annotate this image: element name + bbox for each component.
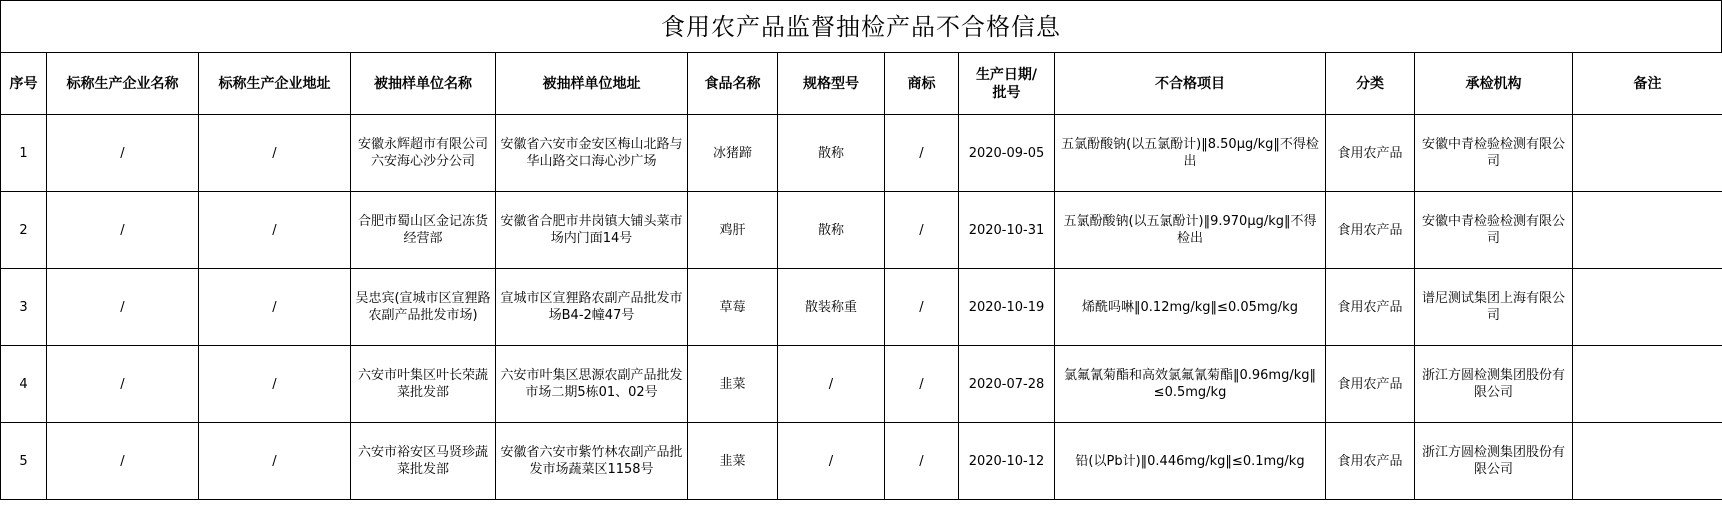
header-sampled-addr: 被抽样单位地址 — [496, 53, 688, 115]
cell-item: 氯氟氰菊酯和高效氯氟氰菊酯‖0.96mg/kg‖≤0.5mg/kg — [1055, 346, 1326, 423]
cell-category: 食用农产品 — [1326, 423, 1415, 500]
cell-sampled-name: 六安市叶集区叶长荣蔬菜批发部 — [351, 346, 496, 423]
cell-category: 食用农产品 — [1326, 192, 1415, 269]
header-sampled-name: 被抽样单位名称 — [351, 53, 496, 115]
cell-sampled-addr: 安徽省合肥市井岗镇大铺头菜市场内门面14号 — [496, 192, 688, 269]
cell-sampled-name: 合肥市蜀山区金记冻货经营部 — [351, 192, 496, 269]
cell-sampled-name: 吴忠宾(宣城市区宣狸路农副产品批发市场) — [351, 269, 496, 346]
cell-food: 韭菜 — [688, 423, 778, 500]
cell-category: 食用农产品 — [1326, 346, 1415, 423]
cell-brand: / — [885, 346, 959, 423]
cell-brand: / — [885, 423, 959, 500]
cell-remark — [1573, 423, 1722, 500]
table-row — [1, 192, 1722, 269]
cell-mfr-addr: / — [199, 269, 351, 346]
cell-lab: 浙江方圆检测集团股份有限公司 — [1415, 423, 1573, 500]
header-seq: 序号 — [1, 53, 47, 115]
cell-sampled-addr: 安徽省六安市金安区梅山北路与华山路交口海心沙广场 — [496, 115, 688, 192]
header-mfr-addr: 标称生产企业地址 — [199, 53, 351, 115]
cell-item: 铅(以Pb计)‖0.446mg/kg‖≤0.1mg/kg — [1055, 423, 1326, 500]
cell-date: 2020-10-19 — [959, 269, 1055, 346]
cell-remark — [1573, 192, 1722, 269]
header-spec: 规格型号 — [778, 53, 885, 115]
cell-seq: 5 — [1, 423, 47, 500]
cell-date: 2020-09-05 — [959, 115, 1055, 192]
cell-date: 2020-10-12 — [959, 423, 1055, 500]
cell-mfr-name: / — [47, 423, 199, 500]
cell-spec: 散称 — [778, 192, 885, 269]
table-row — [1, 423, 1722, 500]
cell-mfr-name: / — [47, 269, 199, 346]
cell-lab: 安徽中青检验检测有限公司 — [1415, 192, 1573, 269]
header-category: 分类 — [1326, 53, 1415, 115]
cell-mfr-name: / — [47, 115, 199, 192]
cell-food: 韭菜 — [688, 346, 778, 423]
cell-spec: 散装称重 — [778, 269, 885, 346]
cell-brand: / — [885, 192, 959, 269]
cell-item: 烯酰吗啉‖0.12mg/kg‖≤0.05mg/kg — [1055, 269, 1326, 346]
cell-mfr-addr: / — [199, 346, 351, 423]
cell-category: 食用农产品 — [1326, 269, 1415, 346]
table-body — [1, 115, 1722, 500]
cell-seq: 4 — [1, 346, 47, 423]
cell-remark — [1573, 269, 1722, 346]
cell-item: 五氯酚酸钠(以五氯酚计)‖8.50μg/kg‖不得检出 — [1055, 115, 1326, 192]
cell-mfr-name: / — [47, 192, 199, 269]
cell-category: 食用农产品 — [1326, 115, 1415, 192]
cell-mfr-addr: / — [199, 192, 351, 269]
document-title: 食用农产品监督抽检产品不合格信息 — [0, 0, 1722, 52]
cell-sampled-name: 六安市裕安区马贤珍蔬菜批发部 — [351, 423, 496, 500]
cell-brand: / — [885, 115, 959, 192]
cell-seq: 3 — [1, 269, 47, 346]
cell-date: 2020-10-31 — [959, 192, 1055, 269]
cell-lab: 谱尼测试集团上海有限公司 — [1415, 269, 1573, 346]
header-row — [1, 53, 1722, 115]
cell-remark — [1573, 346, 1722, 423]
header-remark: 备注 — [1573, 53, 1722, 115]
cell-mfr-name: / — [47, 346, 199, 423]
cell-spec: / — [778, 423, 885, 500]
cell-seq: 2 — [1, 192, 47, 269]
table-row — [1, 346, 1722, 423]
cell-spec: 散称 — [778, 115, 885, 192]
noncompliance-table — [0, 52, 1722, 500]
cell-food: 冰猪蹄 — [688, 115, 778, 192]
header-date-line2: 批号 — [992, 84, 1021, 101]
cell-sampled-addr: 六安市叶集区思源农副产品批发市场二期5栋01、02号 — [496, 346, 688, 423]
header-date — [959, 53, 1055, 115]
cell-date: 2020-07-28 — [959, 346, 1055, 423]
cell-spec: / — [778, 346, 885, 423]
table-row — [1, 115, 1722, 192]
cell-lab: 安徽中青检验检测有限公司 — [1415, 115, 1573, 192]
cell-seq: 1 — [1, 115, 47, 192]
header-food: 食品名称 — [688, 53, 778, 115]
header-mfr-name: 标称生产企业名称 — [47, 53, 199, 115]
cell-mfr-addr: / — [199, 423, 351, 500]
cell-lab: 浙江方圆检测集团股份有限公司 — [1415, 346, 1573, 423]
cell-mfr-addr: / — [199, 115, 351, 192]
cell-item: 五氯酚酸钠(以五氯酚计)‖9.970μg/kg‖不得检出 — [1055, 192, 1326, 269]
header-lab: 承检机构 — [1415, 53, 1573, 115]
cell-sampled-addr: 宣城市区宣狸路农副产品批发市场B4-2幢47号 — [496, 269, 688, 346]
cell-sampled-name: 安徽永辉超市有限公司六安海心沙分公司 — [351, 115, 496, 192]
table-header — [1, 53, 1722, 115]
header-date-line1: 生产日期/ — [975, 66, 1038, 83]
cell-sampled-addr: 安徽省六安市紫竹林农副产品批发市场蔬菜区1158号 — [496, 423, 688, 500]
cell-remark — [1573, 115, 1722, 192]
header-brand: 商标 — [885, 53, 959, 115]
cell-brand: / — [885, 269, 959, 346]
cell-food: 草莓 — [688, 269, 778, 346]
table-row — [1, 269, 1722, 346]
cell-food: 鸡肝 — [688, 192, 778, 269]
header-item: 不合格项目 — [1055, 53, 1326, 115]
